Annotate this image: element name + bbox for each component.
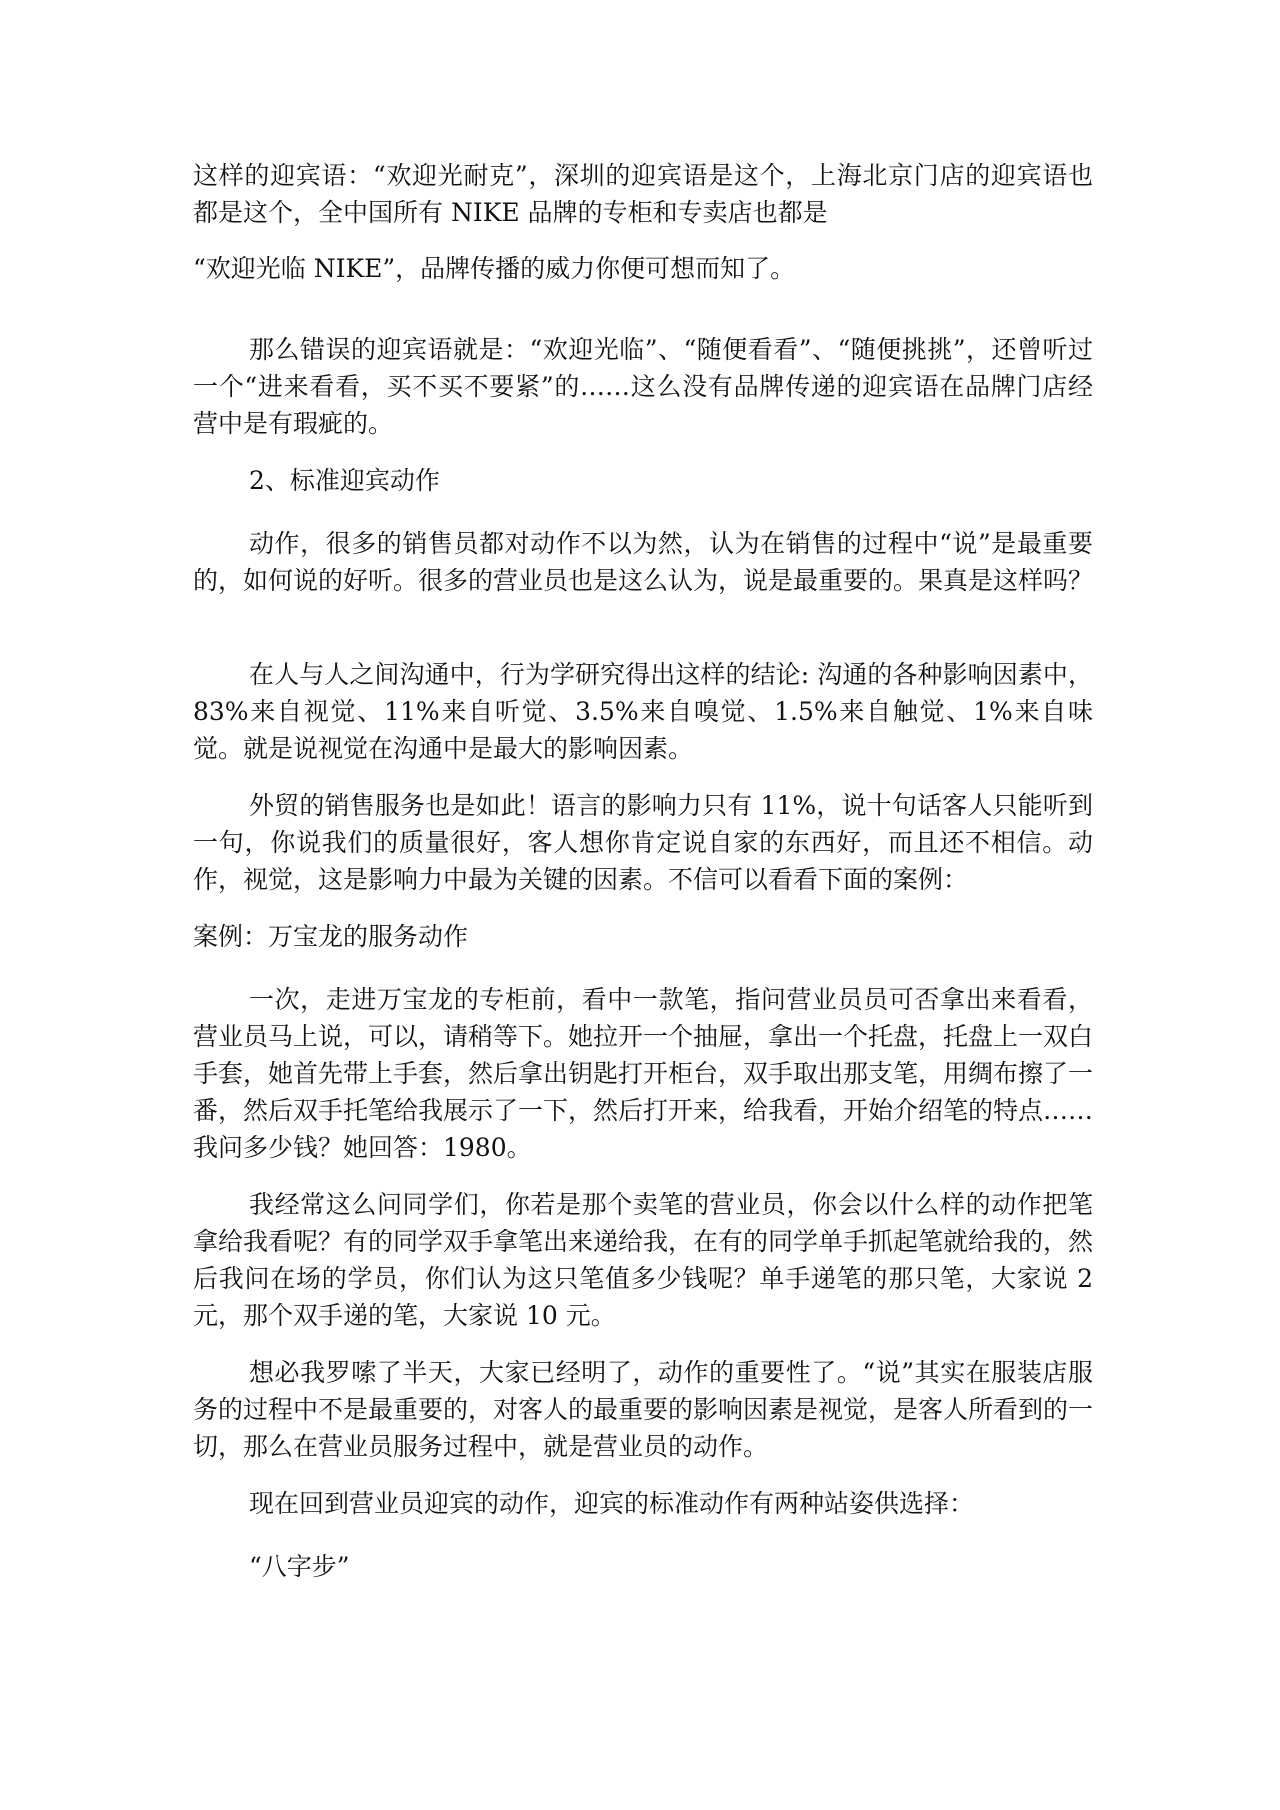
paragraph-communication-study: 在人与人之间沟通中，行为学研究得出这样的结论: 沟通的各种影响因素中，83%来自视觉、11%来自听觉、3.5%来自嗅觉、1.5%来自触觉、1%来自味觉。就是说视觉在沟通中是最大的影响因素。 xyxy=(193,660,1093,763)
paragraph-eight-step-posture: “八字步” xyxy=(249,1552,350,1581)
paragraph-pen-question: 我经常这么问同学们，你若是那个卖笔的营业员，你会以什么样的动作把笔拿给我看呢？有的同学双手拿笔出来递给我，在有的同学单手抓起笔就给我的，然后我问在场的学员，你们认为这只笔值多少钱呢？单手递笔的那只笔，大家说 2 元，那个双手递的笔，大家说 10 元。 xyxy=(193,1190,1094,1330)
paragraph-actions-importance: 动作，很多的销售员都对动作不以为然，认为在销售的过程中“说”是最重要的，如何说的好听。很多的营业员也是这么认为，说是最重要的。果真是这样吗？ xyxy=(193,529,1094,595)
paragraph-trade-sales-service: 外贸的销售服务也是如此！语言的影响力只有 11%，说十句话客人只能听到一句，你说我们的质量很好，客人想你肯定说自家的东西好，而且还不相信。动作，视觉，这是影响力中最为关键的因素。不信可以看看下面的案例： xyxy=(193,791,1093,894)
paragraph-montblanc-story: 一次，走进万宝龙的专柜前，看中一款笔，指问营业员员可否拿出来看看，营业员马上说，可以，请稍等下。她拉开一个抽屉，拿出一个托盘，托盘上一双白手套，她首先带上手套，然后拿出钥匙打开柜台，双手取出那支笔，用绸布擦了一番，然后双手托笔给我展示了一下，然后打开来，给我看，开始介绍笔的特点……我问多少钱？她回答：1980。 xyxy=(193,985,1094,1162)
paragraph-wrong-greetings: 那么错误的迎宾语就是：“欢迎光临”、“随便看看”、“随便挑挑”，还曾听过一个“进来看看，买不买不要紧”的……这么没有品牌传递的迎宾语在品牌门店经营中是有瑕疵的。 xyxy=(193,335,1093,438)
section-heading-standard-greeting-action: 2、标准迎宾动作 xyxy=(249,466,440,495)
paragraph-greeting-nike-intro: 这样的迎宾语：“欢迎光耐克”，深圳的迎宾语是这个，上海北京门店的迎宾语也都是这个，全中国所有 NIKE 品牌的专柜和专卖店也都是 xyxy=(193,161,1093,227)
case-title-montblanc: 案例：万宝龙的服务动作 xyxy=(193,922,469,951)
paragraph-visual-importance: 想必我罗嗦了半天，大家已经明了，动作的重要性了。“说”其实在服装店服务的过程中不是最重要的，对客人的最重要的影响因素是视觉，是客人所看到的一切，那么在营业员服务过程中，就是营业员的动作。 xyxy=(193,1358,1094,1461)
paragraph-greeting-postures: 现在回到营业员迎宾的动作，迎宾的标准动作有两种站姿供选择： xyxy=(249,1489,975,1518)
paragraph-greeting-nike-conclusion: “欢迎光临 NIKE”，品牌传播的威力你便可想而知了。 xyxy=(193,254,796,283)
